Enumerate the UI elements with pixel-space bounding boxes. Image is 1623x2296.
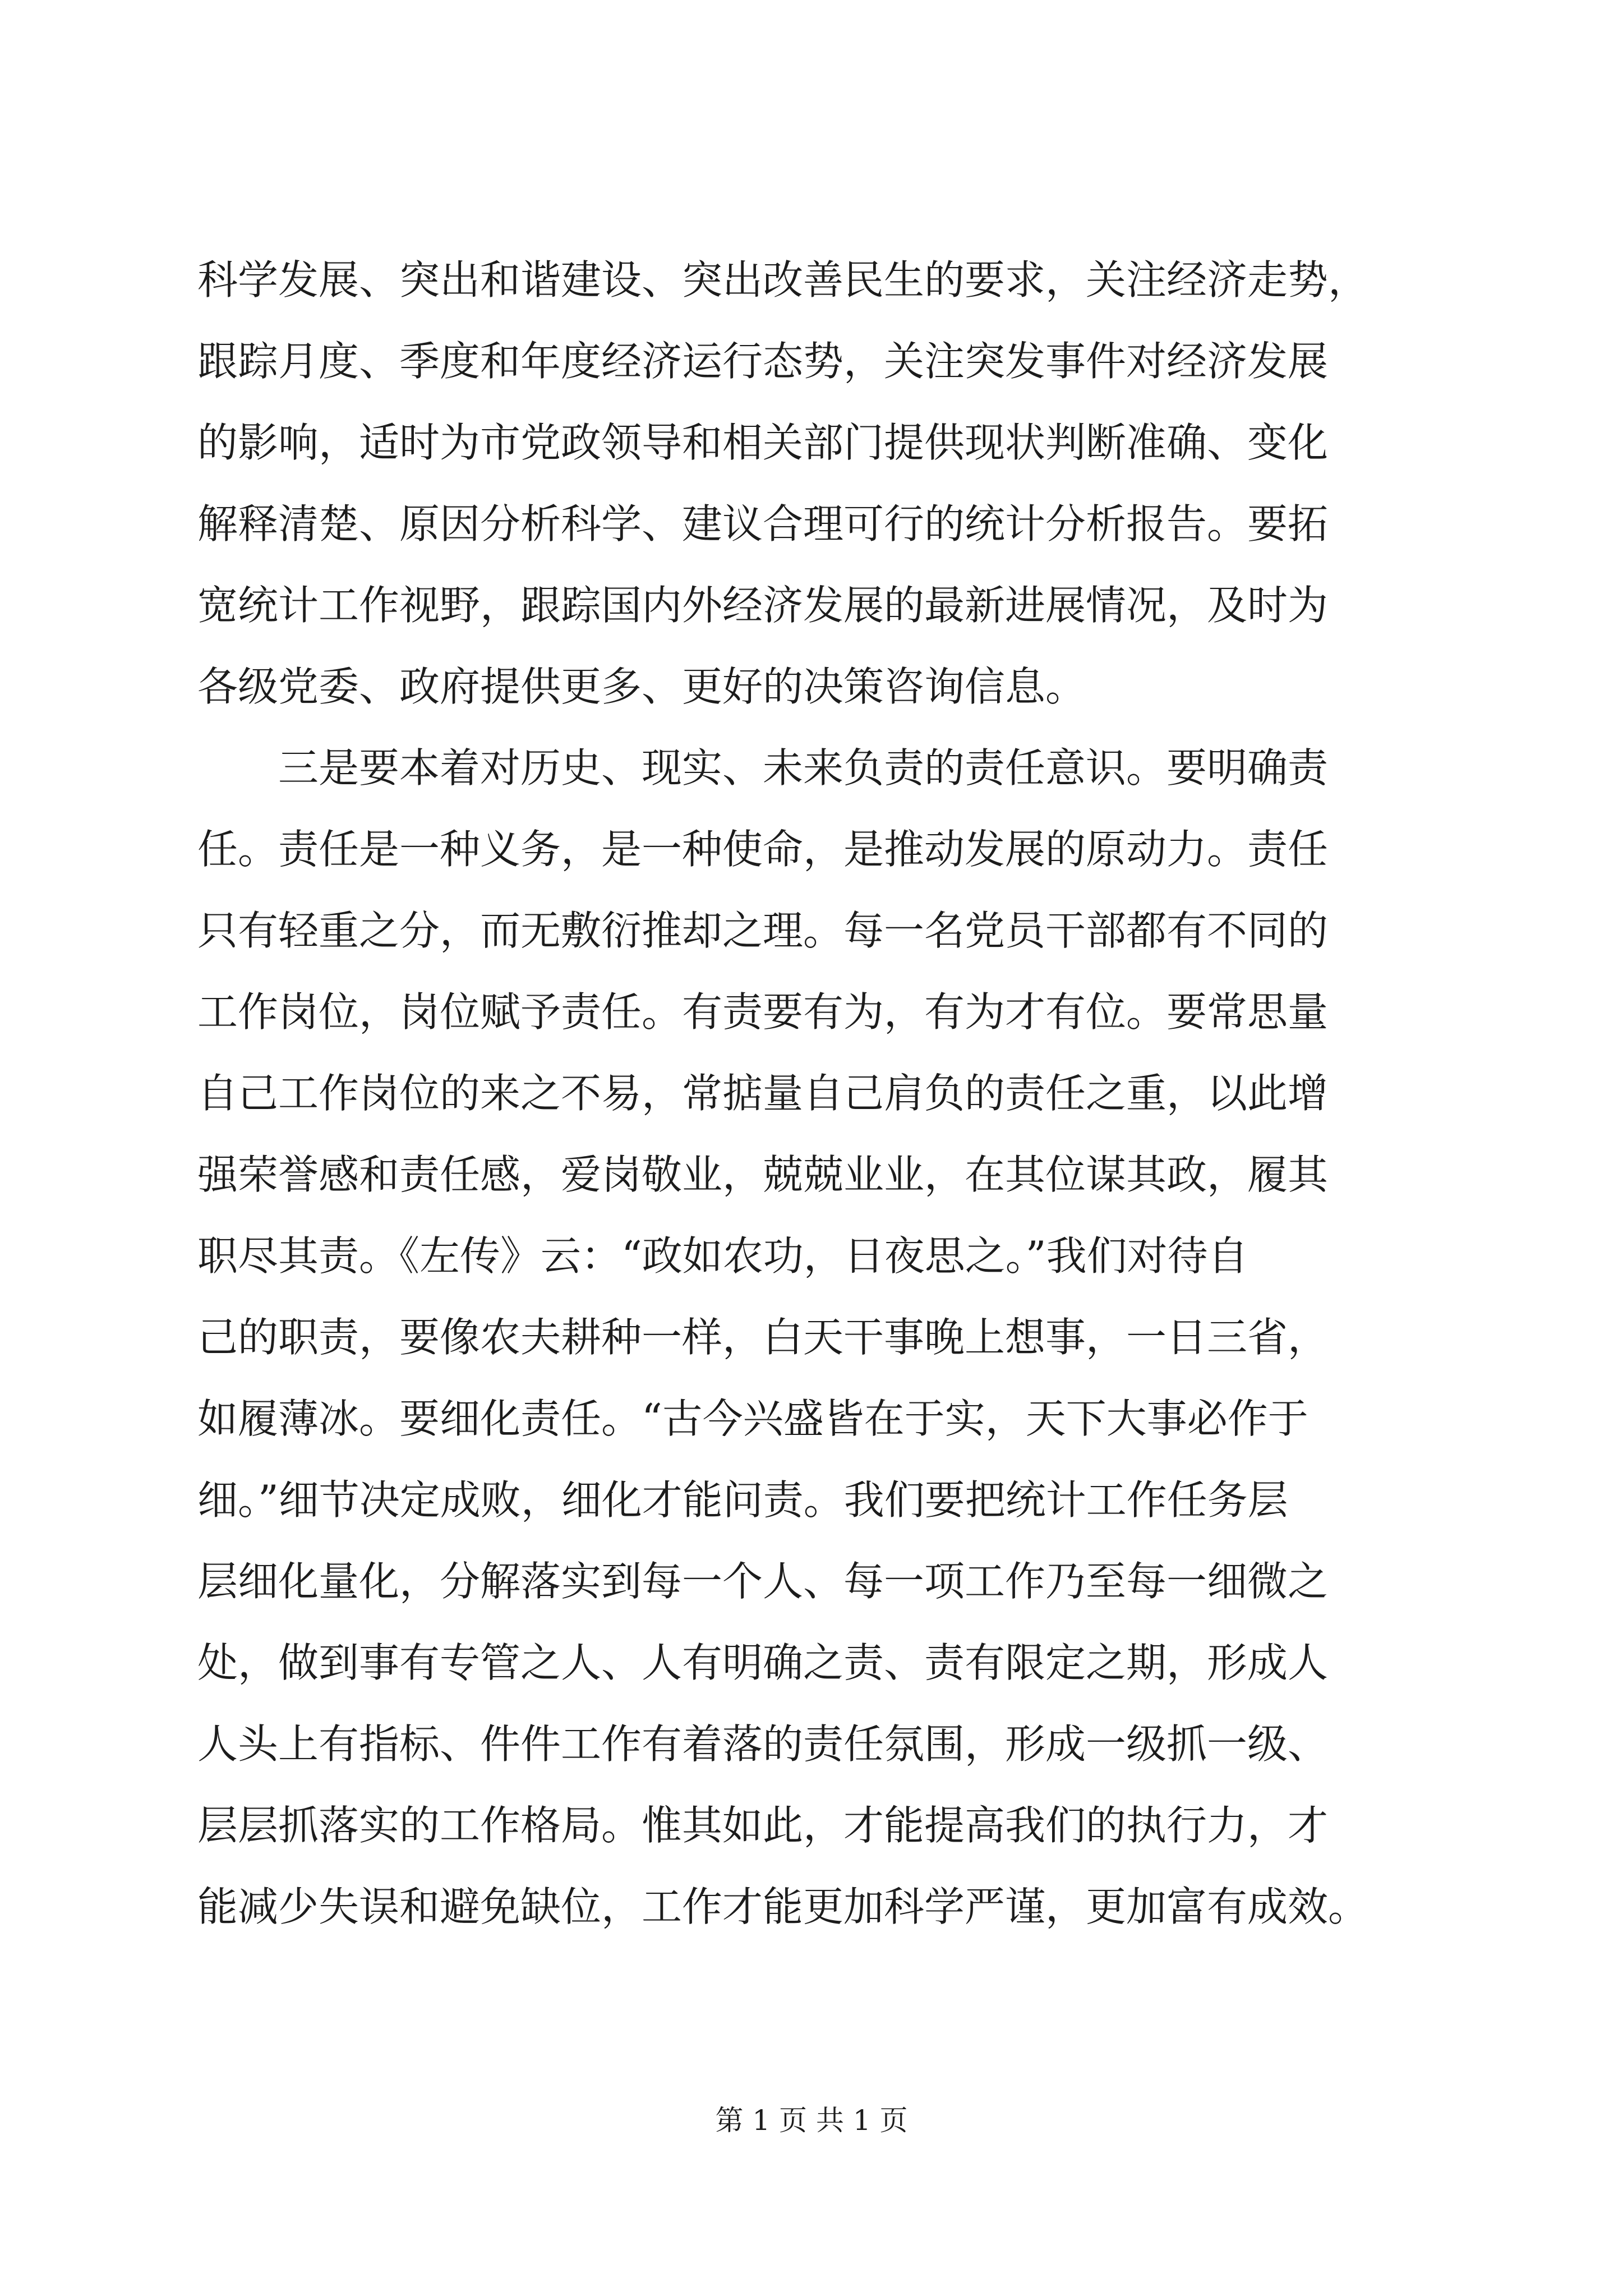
text-line: 层细化量化，分解落实到每一个人、每一项工作乃至每一细微之 — [197, 1557, 1329, 1605]
text-line: 三是要本着对历史、现实、未来负责的责任意识。要明确责 — [278, 744, 1329, 792]
text-line: 如履薄冰。要细化责任。“古今兴盛皆在于实，天下大事必作于 — [197, 1395, 1308, 1442]
text-line: 科学发展、突出和谐建设、突出改善民生的要求，关注经济走势， — [197, 256, 1369, 303]
text-line: 工作岗位，岗位赋予责任。有责要有为，有为才有位。要常思量 — [197, 988, 1329, 1036]
text-line: 强荣誉感和责任感，爱岗敬业，兢兢业业，在其位谋其政，履其 — [197, 1151, 1329, 1198]
text-line: 细。”细节决定成败，细化才能问责。我们要把统计工作任务层 — [197, 1476, 1288, 1524]
text-line: 只有轻重之分，而无敷衍推却之理。每一名党员干部都有不同的 — [197, 907, 1329, 954]
text-line: 职尽其责。《左传》云：“政如农功，日夜思之。”我们对待自 — [197, 1232, 1248, 1280]
page-number: 第 1 页 共 1 页 — [715, 2104, 908, 2137]
text-line: 处，做到事有专管之人、人有明确之责、责有限定之期，形成人 — [197, 1639, 1329, 1686]
text-line: 跟踪月度、季度和年度经济运行态势，关注突发事件对经济发展 — [197, 337, 1329, 385]
text-line: 人头上有指标、件件工作有着落的责任氛围，形成一级抓一级、 — [197, 1720, 1329, 1768]
text-line: 各级党委、政府提供更多、更好的决策咨询信息。 — [197, 662, 1086, 710]
text-line: 自己工作岗位的来之不易，常掂量自己肩负的责任之重，以此增 — [197, 1069, 1329, 1117]
page-footer — [0, 2098, 1623, 2138]
text-line: 层层抓落实的工作格局。惟其如此，才能提高我们的执行力，才 — [197, 1801, 1329, 1849]
text-line: 任。责任是一种义务，是一种使命，是推动发展的原动力。责任 — [197, 825, 1329, 873]
text-line: 能减少失误和避免缺位，工作才能更加科学严谨，更加富有成效。 — [197, 1883, 1369, 1930]
text-line: 的影响，适时为市党政领导和相关部门提供现状判断准确、变化 — [197, 418, 1329, 466]
text-line: 解释清楚、原因分析科学、建议合理可行的统计分析报告。要拓 — [197, 500, 1329, 547]
body-text — [197, 236, 1431, 1944]
text-line: 宽统计工作视野，跟踪国内外经济发展的最新进展情况，及时为 — [197, 581, 1329, 629]
text-line: 己的职责，要像农夫耕种一样，白天干事晚上想事，一日三省， — [197, 1313, 1329, 1361]
